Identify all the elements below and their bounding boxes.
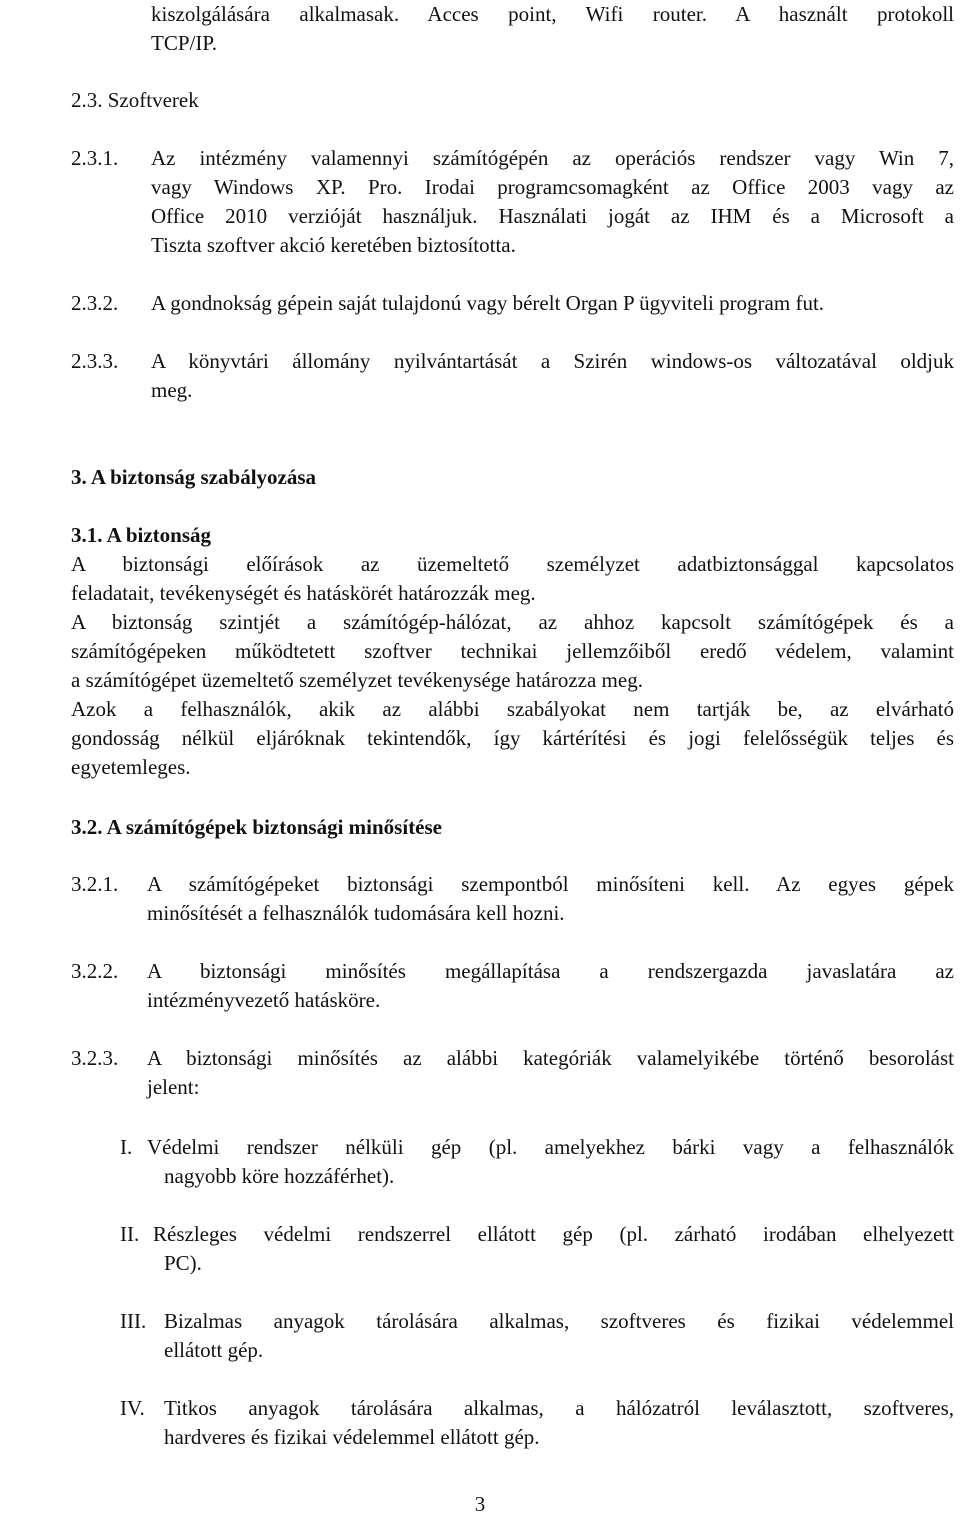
text-line: Bizalmas anyagok tárolására alkalmas, szoftveres és fizikai védelemmel [164,1309,954,1333]
item-number: 3.2.2. [71,959,119,983]
text-line: A könyvtári állomány nyilvántartását a Szirén windows-os változatával oldjuk [151,349,954,373]
section-heading-3-1: 3.1. A biztonság [71,523,212,547]
text-line: Az intézmény valamennyi számítógépén az operációs rendszer vagy Win 7, [151,146,954,170]
text-line: Azok a felhasználók, akik az alábbi szabályokat nem tartják be, az elvárható [71,697,954,721]
text-line: A számítógépeket biztonsági szempontból minősíteni kell. Az egyes gépek [147,872,954,896]
item-number: 3.2.1. [71,872,119,896]
text-line: gondosság nélkül eljáróknak tekintendők, így kártérítési és jogi felelősségük teljes és [71,726,954,750]
text-line: Védelmi rendszer nélküli gép (pl. amelyekhez bárki vagy a felhasználók [147,1135,954,1159]
text-line: Részleges védelmi rendszerrel ellátott gép (pl. zárható irodában elhelyezett [153,1222,954,1246]
paragraph-3-2-2 [147,957,954,1015]
text-line: Tiszta szoftver akció keretében biztosította. [151,233,516,257]
text-line: minősítését a felhasználók tudomására kell hozni. [147,901,565,925]
category-number: IV. [120,1396,145,1420]
section-heading-3-2: 3.2. A számítógépek biztonsági minősítése [71,815,442,839]
text-line: ellátott gép. [164,1338,264,1362]
text-line: TCP/IP. [151,31,217,55]
text-line: kiszolgálására alkalmasak. Acces point, Wifi router. A használt protokoll [151,2,954,26]
text-line: A biztonsági minősítés megállapítása a rendszergazda javaslatára az [147,959,954,983]
category-number: III. [120,1309,147,1333]
text-line: A gondnokság gépein saját tulajdonú vagy bérelt Organ P ügyviteli program fut. [151,291,825,315]
text-line: vagy Windows XP. Pro. Irodai programcsomagként az Office 2003 vagy az [151,175,954,199]
continuation-paragraph [151,0,954,58]
section-heading-2-3: 2.3. Szoftverek [71,88,199,112]
item-number: 3.2.3. [71,1046,119,1070]
text-line: Titkos anyagok tárolására alkalmas, a hálózatról leválasztott, szoftveres, [164,1396,954,1420]
text-line: Office 2010 verzióját használjuk. Használati jogát az IHM és a Microsoft a [151,204,954,228]
category-item [153,1220,954,1278]
text-line: feladatait, tevékenységét és hatáskörét határozzák meg. [71,581,536,605]
paragraph-3-2-3 [147,1044,954,1102]
text-line: egyetemleges. [71,755,191,779]
paragraph-2-3-2 [151,289,954,318]
category-item [164,1307,954,1365]
category-item [164,1394,954,1452]
paragraph-2-3-3 [151,347,954,405]
text-line: jelent: [147,1075,200,1099]
text-line: hardveres és fizikai védelemmel ellátott gép. [164,1425,540,1449]
item-number: 2.3.3. [71,349,119,373]
item-number: 2.3.2. [71,291,119,315]
text-line: nagyobb köre hozzáférhet). [164,1164,395,1188]
paragraph-3-1 [71,550,954,782]
text-line: A biztonság szintjét a számítógép-hálózat, az ahhoz kapcsolt számítógépek és a [71,610,954,634]
category-number: II. [120,1222,140,1246]
paragraph-2-3-1 [151,144,954,260]
section-heading-3: 3. A biztonság szabályozása [71,465,317,489]
text-line: A biztonsági előírások az üzemeltető személyzet adatbiztonsággal kapcsolatos [71,552,954,576]
text-line: intézményvezető hatásköre. [147,988,381,1012]
text-line: PC). [164,1251,202,1275]
text-line: meg. [151,378,193,402]
text-line: a számítógépet üzemeltető személyzet tevékenysége határozza meg. [71,668,643,692]
page-number: 3 [474,1492,486,1516]
text-line: számítógépeken működtetett szoftver technikai jellemzőiből eredő védelem, valamint [71,639,954,663]
category-number: I. [120,1135,133,1159]
text-line: A biztonsági minősítés az alábbi kategóriák valamelyikébe történő besorolást [147,1046,954,1070]
paragraph-3-2-1 [147,870,954,928]
category-item [147,1133,954,1191]
item-number: 2.3.1. [71,146,119,170]
